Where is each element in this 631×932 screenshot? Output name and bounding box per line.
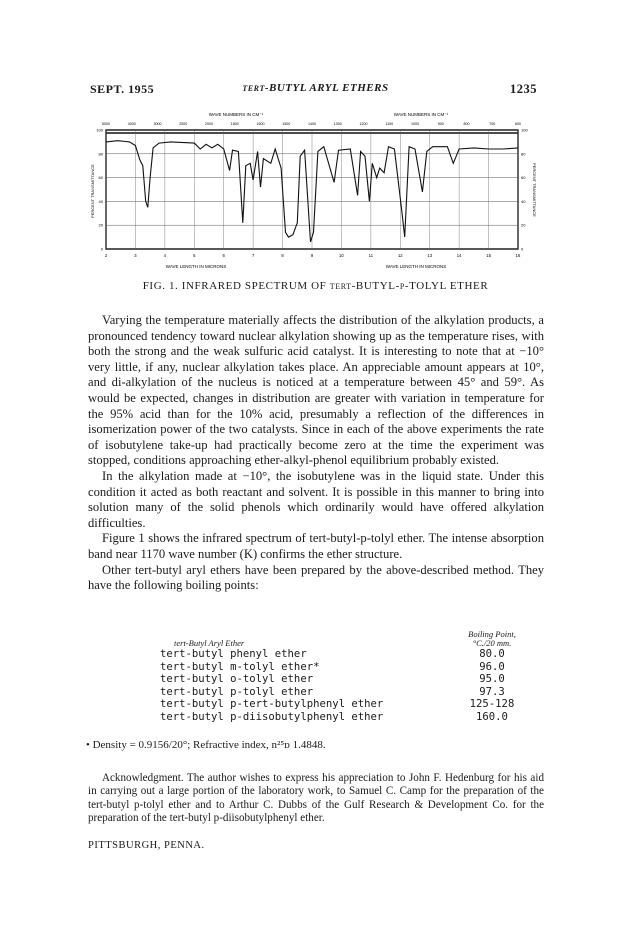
table-header-bp-line2: °C./20 mm. — [472, 638, 512, 648]
y-tick-label: 60 — [98, 175, 103, 181]
table-row — [160, 673, 532, 686]
bottom-tick-labels — [105, 253, 521, 258]
plot-grid — [106, 130, 518, 249]
bottom-tick-label: 9 — [310, 253, 314, 258]
y-tick-labels — [96, 128, 528, 252]
y-tick-label: 0 — [100, 246, 103, 252]
bottom-tick-label: 6 — [222, 253, 225, 258]
boiling-point-value: 160.0 — [476, 710, 508, 723]
bottom-tick-label: 15 — [486, 253, 491, 258]
table-body — [160, 648, 532, 724]
right-axis-label: PERCENT TRANSMITTANCE — [532, 163, 537, 217]
table-row — [160, 711, 532, 724]
table-header — [160, 624, 532, 648]
paragraph-4: Other tert-butyl aryl ethers have been prepared by the above-described method. They have the following boiling points: — [88, 562, 544, 593]
acknowledgment — [88, 772, 544, 825]
bottom-tick-label: 13 — [427, 253, 433, 258]
ether-name: tert-butyl p-diisobutylphenyl ether — [160, 710, 384, 723]
top-tick-label: 4000 — [127, 122, 136, 126]
paragraph-2: In the alkylation made at −10°, the isobutylene was in the liquid state. Under this condition it acted as both reactant and solvent. It is possible in this manner to bring into solution many of the solid phenols which ordinarily would have offered alkylation difficulties. — [88, 468, 544, 530]
top-tick-label: 5000 — [102, 122, 110, 126]
body-text — [88, 313, 544, 594]
top-tick-label: 900 — [437, 122, 444, 126]
bottom-tick-label: 2 — [104, 253, 108, 258]
bottom-axis-label-left: WAVE LENGTH IN MICRONS — [165, 264, 227, 269]
bottom-tick-label: 5 — [193, 253, 196, 258]
bottom-tick-label: 11 — [368, 253, 374, 258]
y-tick-label: 20 — [98, 222, 103, 228]
bottom-tick-label: 10 — [339, 253, 344, 258]
bottom-tick-label: 12 — [397, 253, 403, 258]
acknowledgment-text: Acknowledgment. The author wishes to express his appreciation to John F. Hedenburg for his aid in carrying out a large portion of the laboratory work, to Samuel C. Camp for the preparation of the tert-butyl p-tolyl ether and to Arthur C. Dubbs of the Gulf Research & Development Co. for the preparation of the tert-butyl p-diisobutylphenyl ether. — [88, 772, 544, 824]
top-tick-label: 1000 — [411, 122, 419, 126]
boiling-point-value: 97.3 — [479, 685, 505, 698]
boiling-point-table — [160, 624, 532, 724]
bottom-tick-label: 16 — [515, 253, 521, 258]
y-tick-label: 20 — [521, 222, 526, 228]
ether-name: tert-butyl p-tolyl ether — [160, 685, 314, 698]
top-tick-label: 3000 — [153, 122, 162, 126]
top-tick-label: 800 — [463, 122, 470, 126]
ether-name: tert-butyl o-tolyl ether — [160, 673, 314, 686]
top-tick-label: 700 — [489, 122, 496, 126]
bottom-tick-label: 3 — [134, 253, 137, 258]
top-tick-label: 1400 — [308, 122, 316, 126]
bottom-tick-label: 8 — [281, 253, 284, 258]
y-tick-label: 80 — [98, 151, 103, 157]
top-tick-label: 1600 — [256, 122, 265, 126]
ether-name: tert-butyl phenyl ether — [160, 648, 307, 660]
top-tick-label: 650 — [515, 122, 521, 126]
table-header-bp — [452, 630, 532, 648]
top-tick-label: 2500 — [179, 122, 188, 126]
top-tick-label: 2000 — [205, 122, 213, 126]
y-tick-label: 40 — [98, 198, 103, 204]
top-tick-label: 1100 — [385, 122, 394, 126]
bottom-axis-label-right: WAVE LENGTH IN MICRONS — [385, 264, 447, 269]
boiling-point-value: 95.0 — [479, 673, 505, 686]
boiling-point-value: 96.0 — [479, 660, 505, 673]
y-tick-label: 0 — [521, 246, 524, 252]
ir-spectrum-plot — [86, 108, 541, 273]
top-tick-label: 1800 — [230, 122, 239, 126]
bottom-tick-label: 7 — [251, 253, 255, 258]
left-axis-label: PERCENT TRANSMITTANCE — [90, 164, 95, 218]
top-tick-label: 1300 — [333, 122, 342, 126]
ether-name: tert-butyl p-tert-butylphenyl ether — [160, 698, 384, 711]
y-tick-label: 100 — [521, 127, 528, 133]
top-axis-label-right: WAVE NUMBERS IN CM⁻¹ — [393, 112, 449, 117]
table-row — [160, 686, 532, 699]
paragraph-3: Figure 1 shows the infrared spectrum of tert-butyl-p-tolyl ether. The intense absorption band near 1170 wave number (K) confirms the ether structure. — [88, 531, 544, 561]
boiling-point-value: 80.0 — [479, 648, 505, 660]
table-footnote: • Density = 0.9156/20°; Refractive index, n²⁵ᴅ 1.4848. — [86, 739, 326, 751]
bottom-tick-label: 14 — [456, 253, 462, 258]
page-number: 1235 — [510, 82, 537, 96]
ir-spectrum-figure — [86, 108, 541, 273]
ether-name: tert-butyl m-tolyl ether* — [160, 660, 320, 673]
bottom-tick-label: 4 — [163, 253, 167, 258]
top-tick-labels — [102, 122, 521, 126]
y-tick-label: 60 — [521, 175, 526, 181]
figure-caption — [0, 280, 631, 292]
table-row — [160, 698, 532, 711]
top-tick-label: 1500 — [282, 122, 291, 126]
figure-caption-text: FIG. 1. INFRARED SPECTRUM OF tert-BUTYL-p-TOLYL ETHER — [142, 280, 489, 292]
y-tick-label: 100 — [96, 127, 103, 133]
y-tick-label: 40 — [521, 198, 526, 204]
table-header-ether: tert-Butyl Aryl Ether — [174, 638, 245, 648]
top-axis-label-left: WAVE NUMBERS IN CM⁻¹ — [208, 112, 264, 117]
paragraph-1: Varying the temperature materially affects the distribution of the alkylation products, a pronounced tendency toward nuclear alkylation showing up as the temperature rises, with both the strong and the weak sulfuric acid catalyst. It is interesting to note that at −10° very little, if any, nuclear alkylation takes place. An appreciable amount appears at 10°, and di-alkylation of the nucleus is noticed at a temperature between 45° and 59°. As would be expected, changes in distribution are greater with variation in temperature for the 95% acid than for the 10% acid, presumably a reflection of the differences in isomerization power of the two catalysts. Since in each of the above experiments the rate of isobutylene take-up had practically become zero at the time the experiment was stopped, conditions approaching ether-alkyl-phenol equilibrium probably existed. — [88, 313, 544, 468]
running-head-date: SEPT. 1955 — [90, 82, 155, 96]
table-row — [160, 661, 532, 674]
boiling-point-value: 125-128 — [469, 698, 515, 711]
table-row — [160, 648, 532, 661]
running-head-title: tert-BUTYL ARYL ETHERS — [242, 82, 389, 94]
top-tick-label: 1200 — [359, 122, 368, 126]
table-header-bp-line1: Boiling Point, — [468, 629, 516, 639]
affiliation-place: PITTSBURGH, PENNA. — [88, 840, 205, 851]
y-tick-label: 80 — [521, 151, 526, 157]
